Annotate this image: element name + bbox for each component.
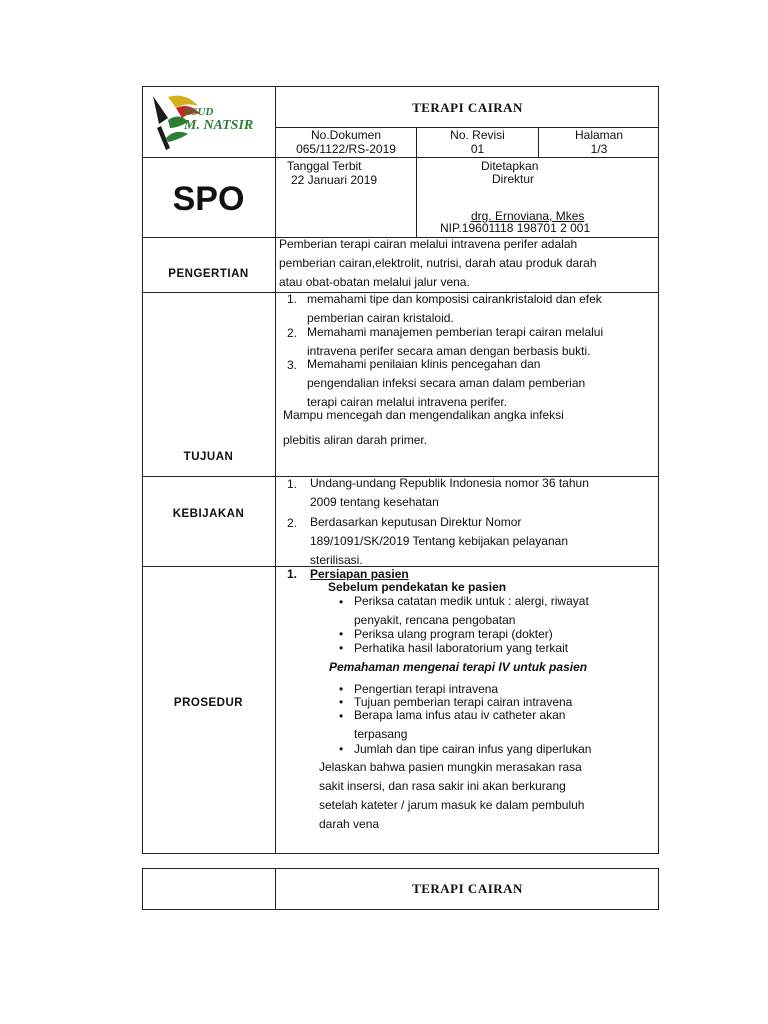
tujuan-line: Memahami manajemen pemberian terapi cairan melalui (307, 325, 604, 339)
tujuan-line: Memahami penilaian klinis pencegahan dan (307, 357, 541, 371)
tujuan-extra-line: Mampu mencegah dan mengendalikan angka infeksi (283, 408, 564, 422)
issue-date-cell (287, 159, 377, 187)
prosedur-line: setelah kateter / jarum masuk ke dalam pembuluh (319, 798, 585, 812)
page-value: 1/3 (590, 142, 608, 156)
step-title: Persiapan pasien (310, 567, 409, 581)
prosedur-bullet: Jumlah dan tipe cairan infus yang diperlukan (354, 742, 592, 756)
approval-role: Direktur (492, 172, 535, 186)
signer-name: drg. Ernoviana, Mkes (471, 209, 585, 223)
tujuan-line: pemberian cairan kristaloid. (307, 311, 454, 325)
prosedur-line: Jelaskan bahwa pasien mungkin merasakan rasa (319, 760, 582, 774)
list-number: 2. (287, 326, 298, 340)
issue-date-value: 22 Januari 2019 (291, 173, 378, 187)
tujuan-line: pengendalian infeksi secara aman dalam pemberian (307, 376, 586, 390)
bullet-icon: • (339, 709, 344, 723)
revision-label: No. Revisi (450, 128, 505, 142)
prosedur-bullet (354, 592, 653, 630)
prosedur-line: Berapa lama infus atau iv catheter akan (354, 708, 566, 722)
next-page-title: TERAPI CAIRAN (412, 881, 523, 896)
pengertian-label: PENGERTIAN (168, 268, 249, 280)
spo-heading: SPO (172, 180, 245, 218)
tujuan-item-3 (307, 355, 653, 412)
tujuan-line: memahami tipe dan komposisi cairankristaloid dan efek (307, 292, 602, 306)
bullet-icon: • (339, 695, 344, 709)
pengertian-line: Pemberian terapi cairan melalui intravena perifer adalah (279, 237, 578, 251)
table-divider-vertical (275, 86, 276, 854)
kebijakan-line: 189/1091/SK/2019 Tentang kebijakan pelayanan (310, 534, 568, 548)
prosedur-paragraph (319, 758, 647, 834)
revision-cell (417, 128, 538, 156)
page-label: Halaman (574, 128, 624, 142)
list-number: 3. (287, 358, 298, 372)
pengertian-line: pemberian cairan,elektrolit, nutrisi, darah atau produk darah (279, 256, 597, 270)
list-number: 1. (287, 292, 298, 306)
issue-date-label: Tanggal Terbit (287, 159, 362, 173)
list-number: 1. (287, 477, 298, 491)
kebijakan-line: Undang-undang Republik Indonesia nomor 36 tahun (310, 476, 589, 490)
kebijakan-line: sterilisasi. (310, 553, 363, 567)
document-title: TERAPI CAIRAN (412, 100, 523, 115)
list-number: 2. (287, 516, 298, 530)
approval-label: Ditetapkan (481, 159, 539, 173)
bullet-icon: • (339, 641, 344, 655)
kebijakan-item-2 (310, 513, 653, 570)
prosedur-bullet (354, 706, 653, 744)
sub-heading-iv-understanding: Pemahaman mengenai terapi IV untuk pasien (329, 660, 588, 674)
tujuan-extra-line: plebitis aliran darah primer. (283, 433, 428, 447)
prosedur-line: penyakit, rencana pengobatan (354, 613, 516, 627)
tujuan-line: terapi cairan melalui intravena perifer. (307, 395, 508, 409)
hospital-logo (146, 88, 272, 154)
signer-nip: NIP.19601118 198701 2 001 (440, 221, 591, 235)
prosedur-line: darah vena (319, 817, 380, 831)
kebijakan-line: Berdasarkan keputusan Direktur Nomor (310, 515, 522, 529)
kebijakan-line: 2009 tentang kesehatan (310, 495, 439, 509)
prosedur-label: PROSEDUR (173, 697, 244, 709)
kebijakan-label: KEBIJAKAN (172, 508, 245, 520)
prosedur-bullet: Tujuan pemberian terapi cairan intravena (354, 695, 573, 709)
prosedur-bullet: Pengertian terapi intravena (354, 682, 499, 696)
logo-text-rsud: RSUD (184, 106, 214, 118)
bullet-icon: • (339, 595, 344, 609)
tujuan-extra (283, 406, 653, 450)
doc-number-label: No.Dokumen (310, 128, 382, 142)
revision-value: 01 (470, 142, 485, 156)
logo-text-natsir: M. NATSIR (184, 118, 254, 133)
page-cell (539, 128, 659, 156)
kebijakan-item-1 (310, 474, 653, 512)
bullet-icon: • (339, 742, 344, 756)
pengertian-line: atau obat-obatan melalui jalur vena. (279, 275, 470, 289)
prosedur-line: Periksa catatan medik untuk : alergi, riwayat (354, 594, 589, 608)
bullet-icon: • (339, 682, 344, 696)
pengertian-text (279, 235, 653, 292)
doc-number-cell (276, 128, 416, 156)
prosedur-bullet: Perhatika hasil laboratorium yang terkait (354, 641, 569, 655)
prosedur-line: terpasang (354, 727, 408, 741)
prosedur-line: sakit insersi, dan rasa sakir ini akan berkurang (319, 779, 566, 793)
tujuan-label: TUJUAN (183, 451, 234, 463)
tujuan-line: intravena perifer secara aman dengan berbasis bukti. (307, 344, 591, 358)
step-number: 1. (287, 567, 298, 581)
bullet-icon: • (339, 627, 344, 641)
doc-number-value: 065/1122/RS-2019 (296, 142, 396, 156)
row-divider (142, 157, 659, 158)
sub-heading-before-approach: Sebelum pendekatan ke pasien (328, 580, 507, 594)
prosedur-bullet: Periksa ulang program terapi (dokter) (354, 627, 553, 641)
